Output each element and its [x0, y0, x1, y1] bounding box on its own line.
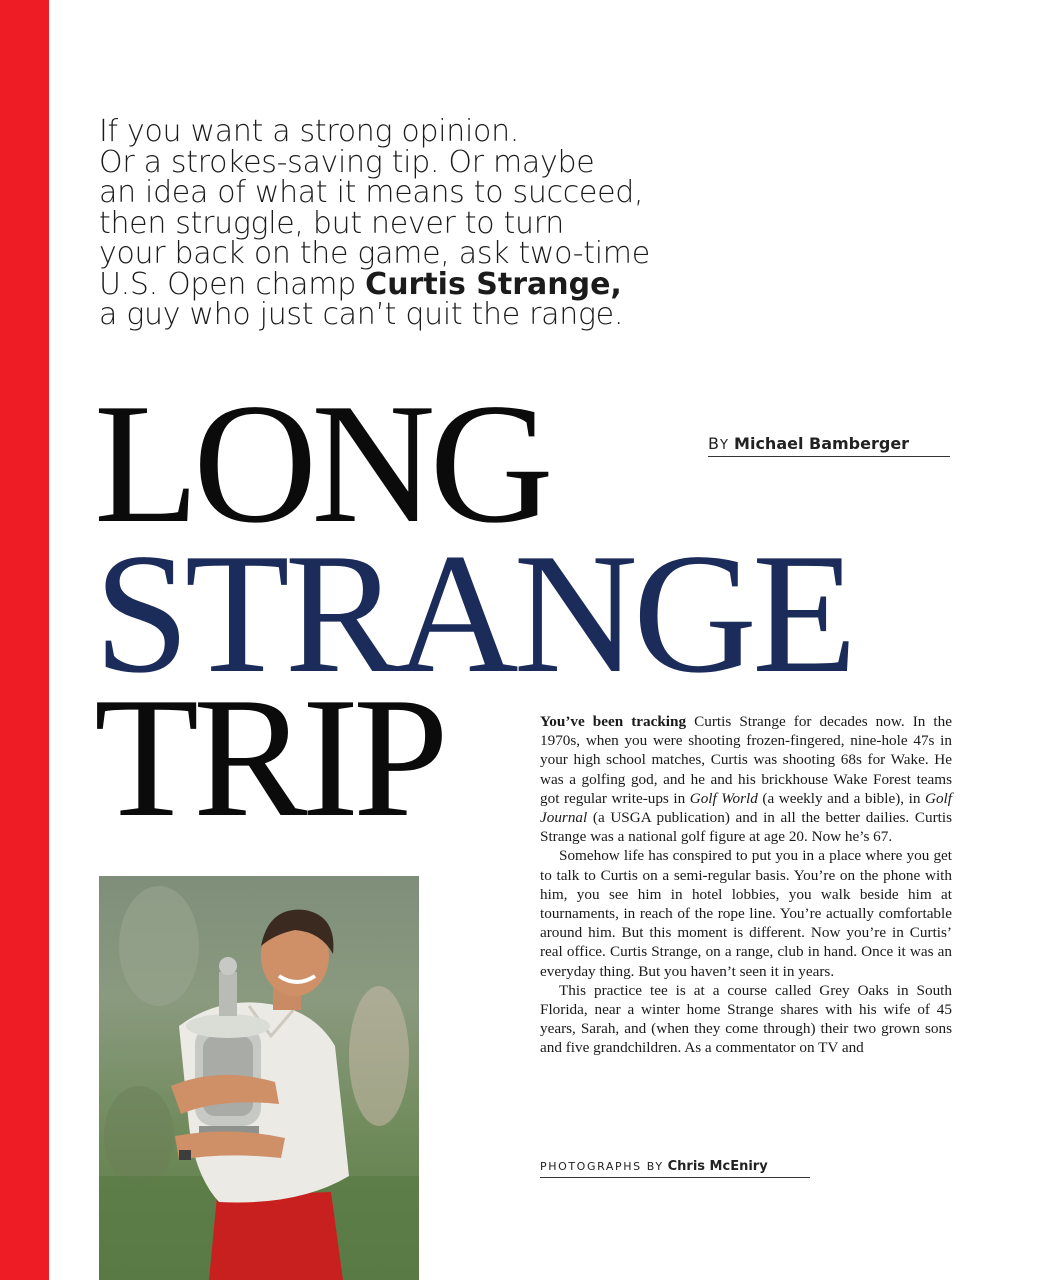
- deck-line: an idea of what it means to succeed,: [99, 175, 644, 210]
- byline-prefix-rest: Y: [719, 438, 729, 453]
- red-edge-bar: [0, 0, 49, 1280]
- byline-prefix-initial: B: [708, 434, 720, 453]
- publication-title: Golf Journal: [540, 789, 952, 827]
- deck-line: If you want a strong opinion.: [99, 114, 520, 149]
- article-paragraph: This practice tee is at a course called Grey Oaks in South Florida, near a winter home Strange shares with his wife of 45 years, Sarah, and (when they come through) their two grown sons and five grandchildren. As a commentator on TV and: [540, 981, 952, 1057]
- deck-line: [99, 266, 819, 302]
- deck-subject-name: Curtis Strange,: [365, 266, 622, 302]
- deck-line-text: U.S. Open champ: [99, 266, 366, 302]
- headline-line-1: LONG: [94, 369, 548, 559]
- publication-title: Golf World: [689, 789, 758, 807]
- photo-credit-name: Chris McEniry: [667, 1159, 768, 1174]
- article-text: (a weekly and a bible), in: [757, 789, 925, 807]
- article-paragraph: Somehow life has conspired to put you in a place where you get to talk to Curtis on a semi-regular basis. You’re on the phone with him, you see him in hotel lobbies, you walk beside him at tournaments, in reach of the rope line. You’re actually comfortable around him. But this moment is different. Now you’re in Curtis’ real office. Curtis Strange, on a range, club in hand. Once it was an everyday thing. But you haven’t seen it in years.: [540, 847, 952, 980]
- deck-line: Or a strokes-saving tip. Or maybe: [99, 144, 595, 180]
- deck-line: then struggle, but never to turn: [99, 205, 564, 241]
- article-text: (a USGA publication) and in all the better dailies. Curtis Strange was a national golf figure at age 20. Now he’s 67.: [540, 809, 952, 846]
- golfer-illustration: [99, 876, 419, 1280]
- byline: [708, 434, 950, 457]
- byline-author: Michael Bamberger: [734, 434, 910, 453]
- deck-line: your back on the game, ask two-time: [99, 236, 650, 271]
- headline-line-3: TRIP: [94, 663, 443, 853]
- article-text: Curtis Strange for decades now. In the 1970s, when you were shooting frozen-fingered, nine-hole 47s in your high school matches, Curtis was shooting 68s for Wake. He was a golfing god, and he and his brickhouse Wake Forest teams got regular write-ups in: [540, 713, 952, 807]
- article-paragraph: [540, 712, 952, 846]
- article-body: [540, 712, 952, 1058]
- photo-credit-label: PHOTOGRAPHS BY: [540, 1160, 664, 1173]
- photo-credit: [540, 1158, 810, 1178]
- headline-line-2: STRANGE: [94, 519, 853, 709]
- deck-line: a guy who just can’t quit the range.: [99, 297, 624, 332]
- golfer-trophy-photo: [99, 876, 419, 1280]
- deck-intro: [99, 114, 819, 332]
- article-lead-in: You’ve been tracking: [540, 713, 687, 730]
